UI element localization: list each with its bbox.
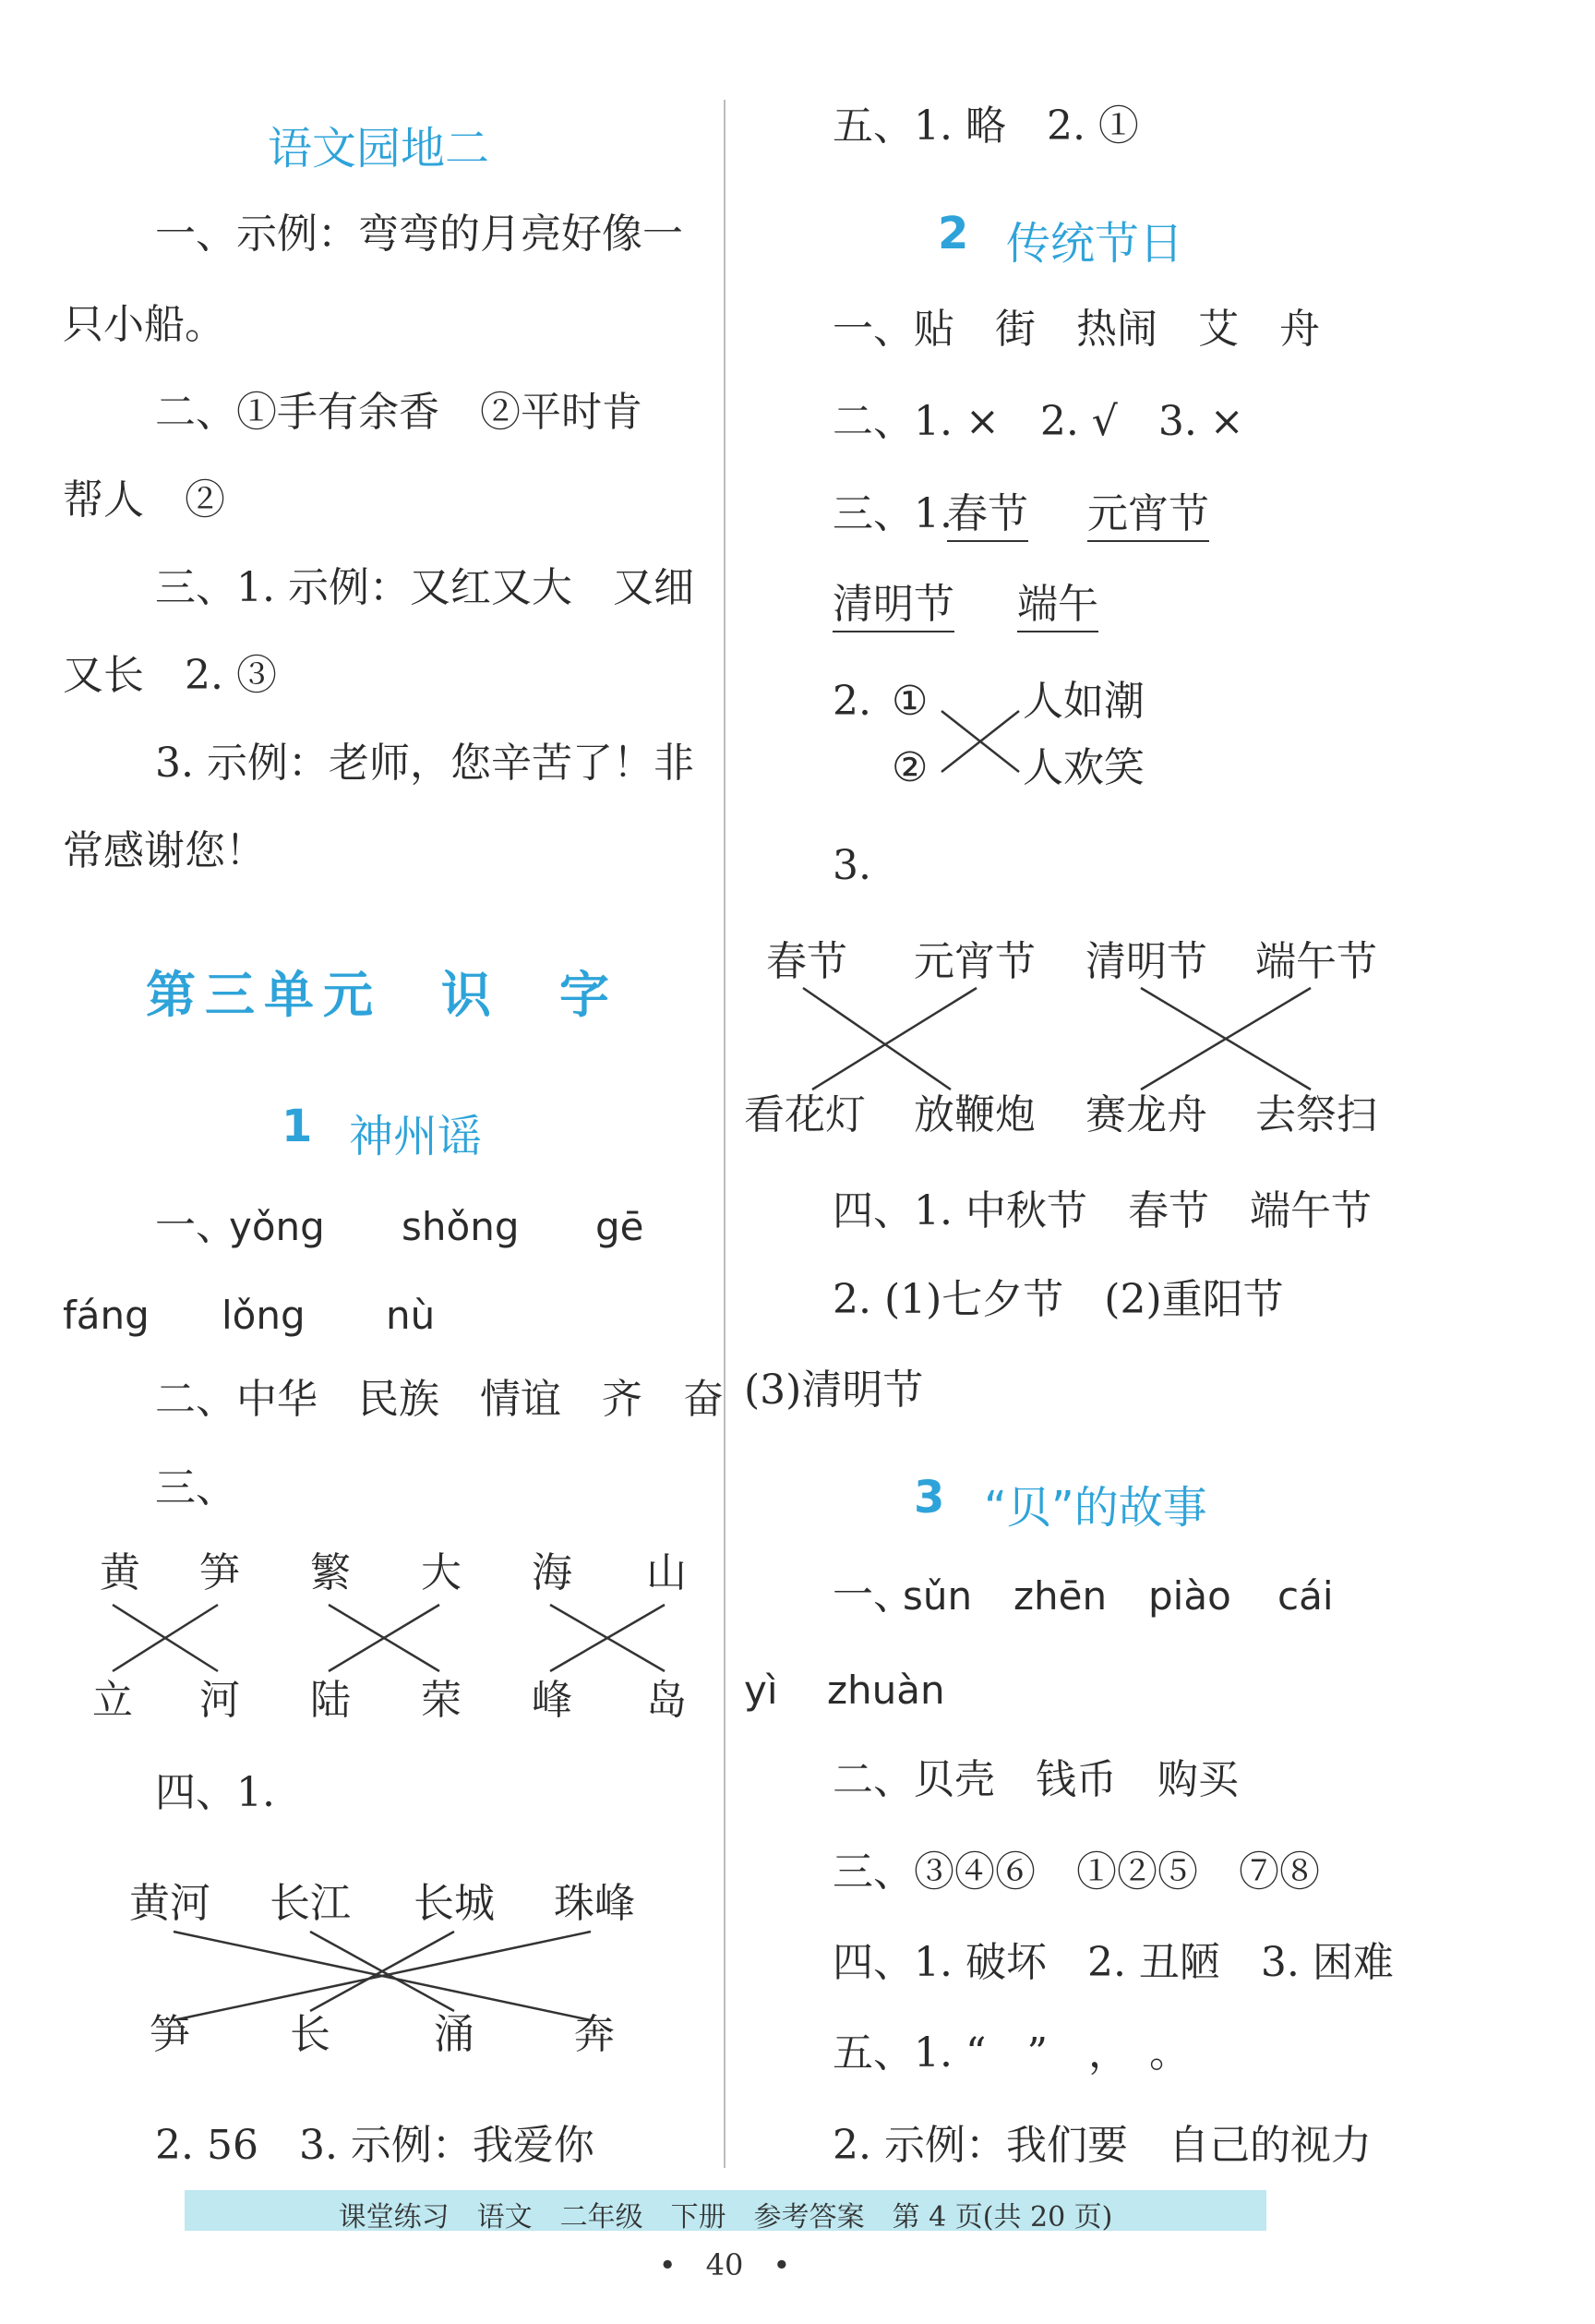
answer-line: 三、1. 示例：又红又大 又细 xyxy=(155,564,694,611)
filled-blank: 春节 xyxy=(947,494,1028,542)
answer-line: 2. 示例：我们要 自己的视力 xyxy=(833,2122,1372,2169)
pinyin-answer: yǒng xyxy=(229,1204,325,1249)
answer-line: 二、中华 民族 情谊 齐 奋 xyxy=(155,1376,724,1423)
match-char: 涌 xyxy=(434,2011,474,2058)
match-word: 元宵节 xyxy=(914,938,1036,985)
pinyin-answer: yì xyxy=(744,1668,778,1713)
match-char: 荣 xyxy=(421,1677,462,1724)
filled-blank: 清明节 xyxy=(833,584,954,632)
filled-blank: 元宵节 xyxy=(1087,494,1209,542)
match-word: 春节 xyxy=(766,938,847,985)
answer-line: 四、1. 中秋节 春节 端午节 xyxy=(833,1187,1372,1234)
match-char: 大 xyxy=(421,1549,462,1596)
pinyin-answer: zhuàn xyxy=(827,1668,945,1713)
pinyin-answer: nù xyxy=(386,1293,436,1338)
answer-line: 五、1. 略 2. ① xyxy=(833,102,1139,150)
answer-line: 五、1. “ ” ， 。 xyxy=(833,2029,1190,2077)
match-word: 赛龙舟 xyxy=(1085,1091,1207,1138)
match-char: 繁 xyxy=(310,1549,351,1596)
section-title-yuwen: 语文园地二 xyxy=(268,123,490,175)
match-char: 陆 xyxy=(310,1677,351,1724)
match-line xyxy=(812,988,977,1090)
answer-line: 3. 示例：老师，您辛苦了！非 xyxy=(155,740,694,787)
pinyin-answer: cái xyxy=(1277,1573,1334,1619)
pinyin-answer: piào xyxy=(1148,1573,1231,1619)
match-word: 长城 xyxy=(414,1880,495,1927)
match-char: 河 xyxy=(199,1677,240,1724)
match-number: ② xyxy=(892,744,929,791)
match-char: 岛 xyxy=(646,1677,687,1724)
match-word: 人欢笑 xyxy=(1023,744,1145,791)
answer-label: 一、 xyxy=(833,1571,914,1619)
match-char: 海 xyxy=(532,1549,572,1596)
match-char: 笋 xyxy=(150,2011,190,2058)
match-line xyxy=(803,988,951,1090)
match-number: ① xyxy=(892,678,929,725)
match-word: 放鞭炮 xyxy=(914,1091,1036,1138)
match-char: 峰 xyxy=(532,1677,572,1724)
pinyin-answer: sǔn xyxy=(903,1573,973,1619)
pinyin-answer: fáng xyxy=(63,1293,150,1338)
match-word: 去祭扫 xyxy=(1255,1091,1377,1138)
match-char: 黄 xyxy=(100,1549,140,1596)
unit-title: 第三单元 识 字 xyxy=(146,965,618,1024)
match-word: 黄河 xyxy=(129,1880,210,1927)
answer-line: 只小船。 xyxy=(63,301,225,348)
answer-line: 又长 2. ③ xyxy=(63,652,277,699)
answer-line: 四、1. 破坏 2. 丑陋 3. 困难 xyxy=(833,1939,1394,1986)
footer-caption: 课堂练习 语文 二年级 下册 参考答案 第 4 页(共 20 页) xyxy=(338,2201,1113,2234)
match-word: 看花灯 xyxy=(744,1091,866,1138)
answer-label: 一、 xyxy=(155,1202,236,1249)
answer-label: 四、1. xyxy=(155,1769,275,1816)
pinyin-answer: zhēn xyxy=(1013,1573,1108,1619)
match-word: 清明节 xyxy=(1085,938,1207,985)
answer-line: 一、示例：弯弯的月亮好像一 xyxy=(155,211,683,258)
lesson-title: “贝”的故事 xyxy=(984,1482,1207,1534)
pinyin-answer: shǒng xyxy=(402,1204,520,1249)
match-word: 珠峰 xyxy=(554,1880,635,1927)
match-char: 长 xyxy=(290,2011,330,2058)
answer-line: 二、贝壳 钱币 购买 xyxy=(833,1756,1239,1803)
answer-line: 帮人 ② xyxy=(63,476,225,524)
match-word: 端午节 xyxy=(1255,938,1377,985)
answer-line: 2. (1)七夕节 (2)重阳节 xyxy=(833,1276,1284,1323)
match-char: 奔 xyxy=(574,2011,615,2058)
answer-line: 常感谢您！ xyxy=(63,827,266,874)
answer-line: 三、③④⑥ ①②⑤ ⑦⑧ xyxy=(833,1848,1320,1896)
answer-label: 三、1. xyxy=(833,490,953,537)
answer-line: 2. 56 3. 示例：我爱你 xyxy=(155,2122,594,2169)
match-char: 立 xyxy=(92,1677,133,1724)
match-word: 长江 xyxy=(270,1880,351,1927)
lesson-number: 2 xyxy=(938,208,969,259)
answer-label: 2. xyxy=(833,678,871,725)
answer-label: 3. xyxy=(833,842,871,889)
match-char: 笋 xyxy=(199,1549,240,1596)
match-word: 人如潮 xyxy=(1023,678,1145,725)
lesson-title: 传统节日 xyxy=(1006,218,1184,270)
answer-label: 三、 xyxy=(155,1464,236,1511)
match-char: 山 xyxy=(646,1549,687,1596)
lesson-number: 3 xyxy=(914,1472,945,1523)
answer-line: 一、贴 街 热闹 艾 舟 xyxy=(833,306,1320,353)
pinyin-answer: gē xyxy=(595,1204,644,1249)
page-number: • 40 • xyxy=(658,2247,791,2282)
lesson-title: 神州谣 xyxy=(349,1111,483,1162)
lesson-number: 1 xyxy=(282,1101,313,1152)
pinyin-answer: lǒng xyxy=(222,1293,306,1338)
answer-line: 二、1. × 2. √ 3. × xyxy=(833,398,1244,445)
filled-blank: 端午 xyxy=(1017,584,1098,632)
answer-line: 二、①手有余香 ②平时肯 xyxy=(155,389,642,436)
answer-line: (3)清明节 xyxy=(744,1367,924,1414)
